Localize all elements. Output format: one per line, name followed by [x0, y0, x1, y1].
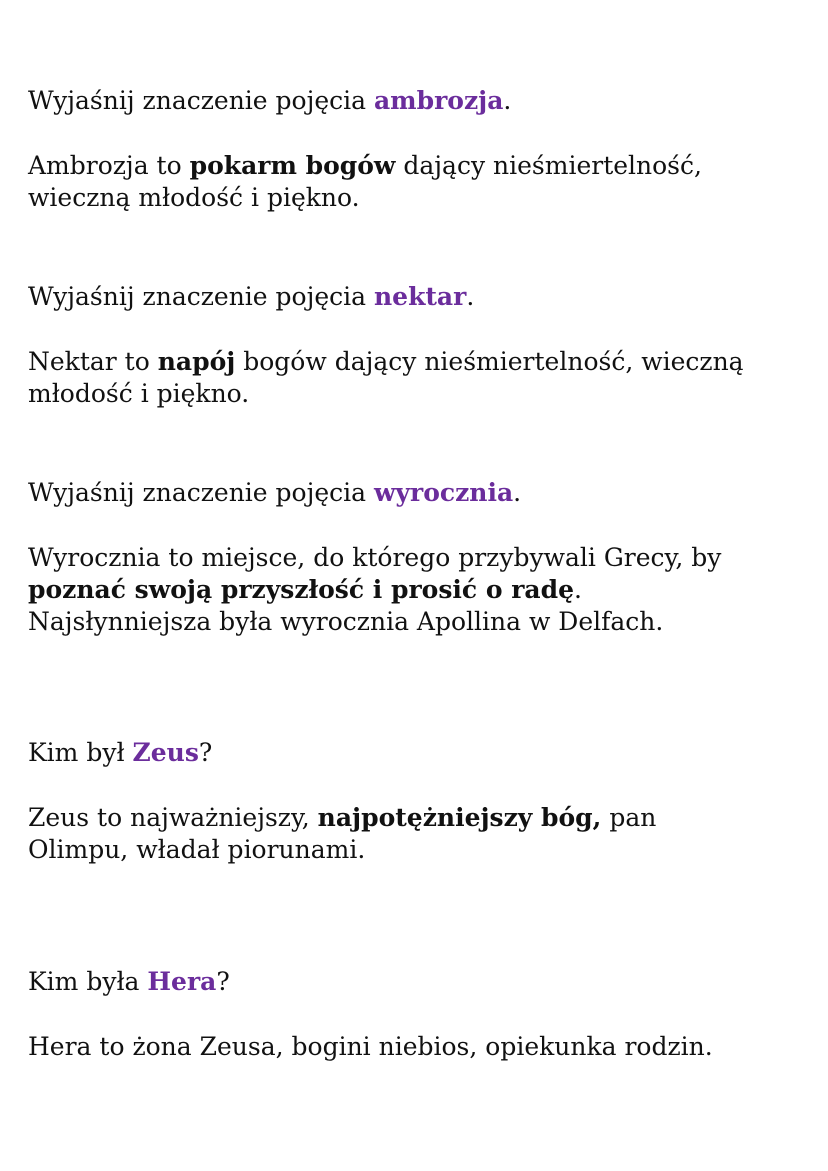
- question-text: Kim była: [28, 967, 148, 996]
- question-punctuation: ?: [198, 738, 213, 767]
- term-ambrozja: ambrozja: [373, 86, 504, 115]
- question-punctuation: .: [503, 86, 512, 115]
- question-text: Wyjaśnij znaczenie pojęcia: [28, 478, 374, 507]
- answer-wyrocznia-line-2: [28, 574, 582, 606]
- question-text: Wyjaśnij znaczenie pojęcia: [28, 86, 374, 115]
- answer-nektar-line-2: młodość i piękno.: [28, 379, 250, 408]
- question-punctuation: .: [513, 478, 522, 507]
- answer-ambrozja-line-1: [28, 150, 702, 182]
- question-nektar: [28, 281, 474, 313]
- question-zeus: [28, 737, 212, 769]
- question-punctuation: .: [466, 282, 475, 311]
- answer-hera-line-1: Hera to żona Zeusa, bogini niebios, opiekunka rodzin.: [28, 1032, 713, 1061]
- answer-wyrocznia-line-3: Najsłynniejsza była wyrocznia Apollina w Delfach.: [28, 607, 664, 636]
- answer-text: Nektar to: [28, 347, 158, 376]
- answer-bold: najpotężniejszy bóg,: [317, 803, 602, 832]
- answer-text: dający nieśmiertelność,: [395, 151, 702, 180]
- term-nektar: nektar: [373, 282, 467, 311]
- answer-text: Ambrozja to: [28, 151, 190, 180]
- term-zeus: Zeus: [132, 738, 199, 767]
- question-ambrozja: [28, 85, 511, 117]
- question-text: Wyjaśnij znaczenie pojęcia: [28, 282, 374, 311]
- question-text: Kim był: [28, 738, 133, 767]
- answer-text: pan: [601, 803, 657, 832]
- term-hera: Hera: [147, 967, 217, 996]
- answer-ambrozja-line-2: wieczną młodość i piękno.: [28, 183, 360, 212]
- answer-punctuation: .: [573, 575, 582, 604]
- question-punctuation: ?: [216, 967, 230, 996]
- answer-zeus-line-1: [28, 802, 656, 834]
- term-wyrocznia: wyrocznia: [373, 478, 514, 507]
- answer-zeus-line-2: Olimpu, władał piorunami.: [28, 835, 366, 864]
- answer-bold: poznać swoją przyszłość i prosić o radę: [28, 575, 574, 604]
- answer-text: bogów dający nieśmiertelność, wieczną: [235, 347, 744, 376]
- answer-bold: napój: [157, 347, 236, 376]
- question-wyrocznia: [28, 477, 521, 509]
- answer-bold: pokarm bogów: [189, 151, 396, 180]
- answer-nektar-line-1: [28, 346, 744, 378]
- answer-wyrocznia-line-1: Wyrocznia to miejsce, do którego przybywali Grecy, by: [28, 543, 722, 572]
- answer-text: Zeus to najważniejszy,: [28, 803, 318, 832]
- question-hera: [28, 966, 230, 998]
